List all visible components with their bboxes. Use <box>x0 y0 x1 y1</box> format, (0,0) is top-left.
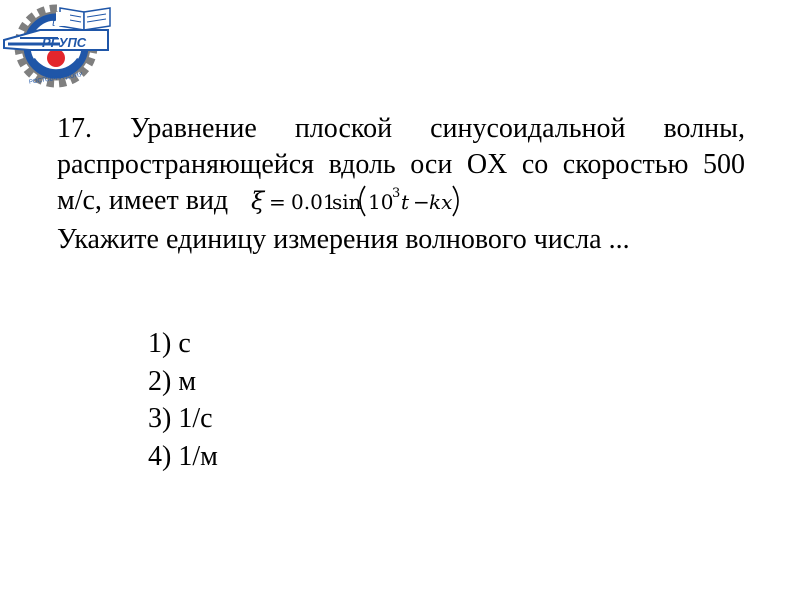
formula-kx: kx <box>429 189 453 214</box>
formula-exponent: 3 <box>392 185 401 201</box>
question-line-3-text: м/с, имеет вид <box>57 185 229 216</box>
formula-coefficient: 0.01 <box>291 189 336 214</box>
question-number: 17. <box>57 113 92 144</box>
red-emblem <box>47 49 65 67</box>
university-logo <box>0 0 115 90</box>
answer-option[interactable]: 1) с <box>148 328 191 359</box>
question-word: волны, <box>663 113 745 144</box>
question-word: Уравнение <box>130 113 257 144</box>
formula-minus: − <box>413 189 430 214</box>
formula-base: 10 <box>368 189 394 214</box>
formula-right-paren <box>453 186 458 216</box>
logo-ring-text: РОСТОВ-НА-ДОНУ <box>28 72 83 86</box>
wave-equation-formula <box>249 183 464 219</box>
answer-option[interactable]: 2) м <box>148 365 197 397</box>
question-line-2: распространяющейся вдоль оси OX со скоростью 500 <box>57 149 745 180</box>
formula-equals: = <box>269 189 286 214</box>
formula-xi: ξ <box>251 186 265 215</box>
answer-option[interactable]: 3) 1/с <box>148 403 213 434</box>
formula-sin: sin <box>332 189 362 214</box>
question-line-1 <box>57 111 745 147</box>
answer-option[interactable]: 4) 1/м <box>148 440 218 472</box>
logo-letter: t <box>52 15 56 29</box>
question-text <box>57 111 745 219</box>
formula-t: t <box>401 189 410 214</box>
answer-options <box>148 325 218 475</box>
question-word: синусоидальной <box>430 113 626 144</box>
question-word: плоской <box>294 113 393 144</box>
question-line-3 <box>57 183 745 219</box>
prompt-text: Укажите единицу измерения волнового числа ... <box>57 224 630 255</box>
logo-text: РГУПС <box>42 35 87 50</box>
